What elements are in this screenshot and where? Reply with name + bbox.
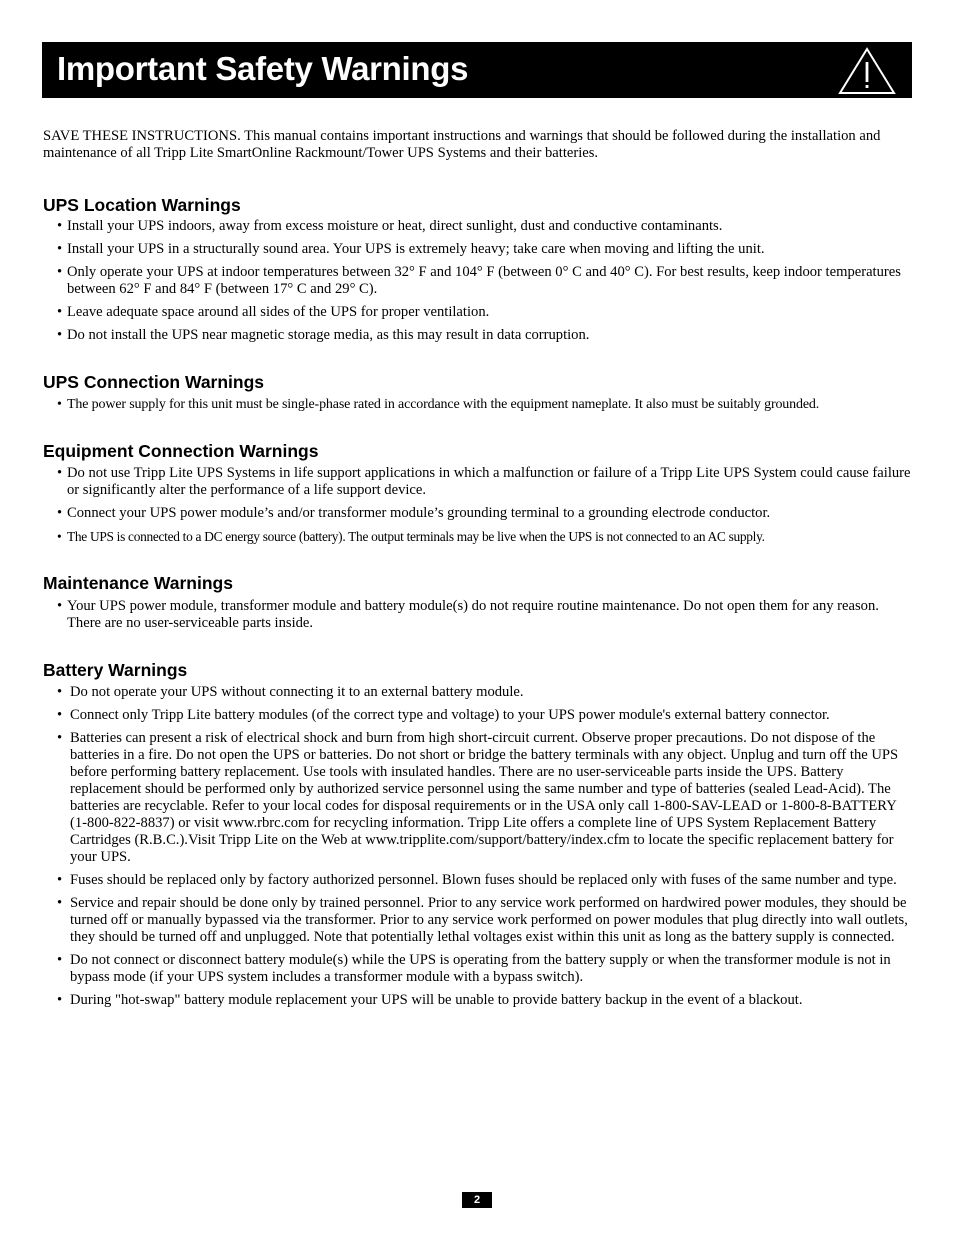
section-heading-location: UPS Location Warnings <box>43 195 241 215</box>
maintenance-warnings-list <box>43 598 911 632</box>
connection-warnings-list <box>43 396 911 413</box>
list-item: • Do not connect or disconnect battery module(s) while the UPS is operating from the battery supply or when the transformer module is not in bypass mode (if your UPS system includes a transformer module with a bypass switch). <box>43 952 911 986</box>
intro-paragraph: SAVE THESE INSTRUCTIONS. This manual contains important instructions and warnings that should be followed during the installation and maintenance of all Tripp Lite SmartOnline Rackmount/Tower UPS Systems and their batteries. <box>43 128 881 161</box>
list-item: • Only operate your UPS at indoor temperatures between 32° F and 104° F (between 0° C and 40° C). For best results, keep indoor temperatures between 62° F and 84° F (between 17° C and 29° C). <box>43 264 911 298</box>
section-heading-connection: UPS Connection Warnings <box>43 372 265 392</box>
equipment-warnings-list <box>43 465 911 545</box>
list-item: • Do not operate your UPS without connecting it to an external battery module. <box>43 684 911 701</box>
list-item: • Batteries can present a risk of electrical shock and burn from high short-circuit current. Observe proper precautions. Do not dispose of the batteries in a fire. Do not open the UPS or batteries. Do not short or bridge the battery terminals with any object. Unplug and turn off the UPS before performing battery replacement. Use tools with insulated handles. There are no user-serviceable parts inside the UPS. Battery replacement should be performed only by authorized service personnel using the same number and type of batteries (sealed Lead-Acid). The batteries are recyclable. Refer to your local codes for disposal requirements or in the USA only call 1-800-SAV-LEAD or 1-800-8-BATTERY (1-800-822-8837) or visit www.rbrc.com for recycling information. Tripp Lite offers a complete line of UPS System Replacement Battery Cartridges (R.B.C.).Visit Tripp Lite on the Web at www.tripplite.com/support/battery/index.cfm to locate the specific replacement battery for your UPS. <box>43 730 911 866</box>
list-item: • Do not use Tripp Lite UPS Systems in life support applications in which a malfunction or failure of a Tripp Lite UPS System could cause failure or significantly alter the performance of a life support device. <box>43 465 911 499</box>
title-banner <box>42 42 912 98</box>
page-title: Important Safety Warnings <box>57 50 469 87</box>
list-item: • Connect your UPS power module’s and/or transformer module’s grounding terminal to a grounding electrode conductor. <box>43 505 911 522</box>
list-item: • Install your UPS indoors, away from excess moisture or heat, direct sunlight, dust and conductive contaminants. <box>43 218 911 235</box>
section-heading-battery: Battery Warnings <box>43 660 188 680</box>
document-body <box>43 128 911 1009</box>
list-item: • Do not install the UPS near magnetic storage media, as this may result in data corruption. <box>43 327 911 344</box>
list-item: • Leave adequate space around all sides of the UPS for proper ventilation. <box>43 304 911 321</box>
page-number: 2 <box>462 1192 492 1208</box>
list-item: • Your UPS power module, transformer module and battery module(s) do not require routine maintenance. Do not open them for any reason. There are no user-serviceable parts inside. <box>43 598 911 632</box>
list-item: • During "hot-swap" battery module replacement your UPS will be unable to provide battery backup in the event of a blackout. <box>43 992 911 1009</box>
list-item: • The power supply for this unit must be single-phase rated in accordance with the equipment nameplate. It also must be suitably grounded. <box>43 396 911 413</box>
section-heading-equipment: Equipment Connection Warnings <box>43 441 319 461</box>
list-item: • The UPS is connected to a DC energy source (battery). The output terminals may be live when the UPS is not connected to an AC supply. <box>43 528 911 545</box>
list-item: • Fuses should be replaced only by factory authorized personnel. Blown fuses should be replaced only with fuses of the same number and type. <box>43 872 911 889</box>
list-item: • Install your UPS in a structurally sound area. Your UPS is extremely heavy; take care when moving and lifting the unit. <box>43 241 911 258</box>
list-item: • Service and repair should be done only by trained personnel. Prior to any service work performed on hardwired power modules, they should be turned off or manually bypassed via the transformer. Prior to any service work performed on power modules that plug directly into wall outlets, they should be turned off and unplugged. Note that potentially lethal voltages exist within this unit as long as the battery supply is connected. <box>43 895 911 946</box>
battery-warnings-list <box>43 684 911 1009</box>
location-warnings-list <box>43 218 911 344</box>
section-heading-maintenance: Maintenance Warnings <box>43 573 233 593</box>
warning-triangle-icon <box>836 45 898 97</box>
list-item: • Connect only Tripp Lite battery modules (of the correct type and voltage) to your UPS power module's external battery connector. <box>43 707 911 724</box>
